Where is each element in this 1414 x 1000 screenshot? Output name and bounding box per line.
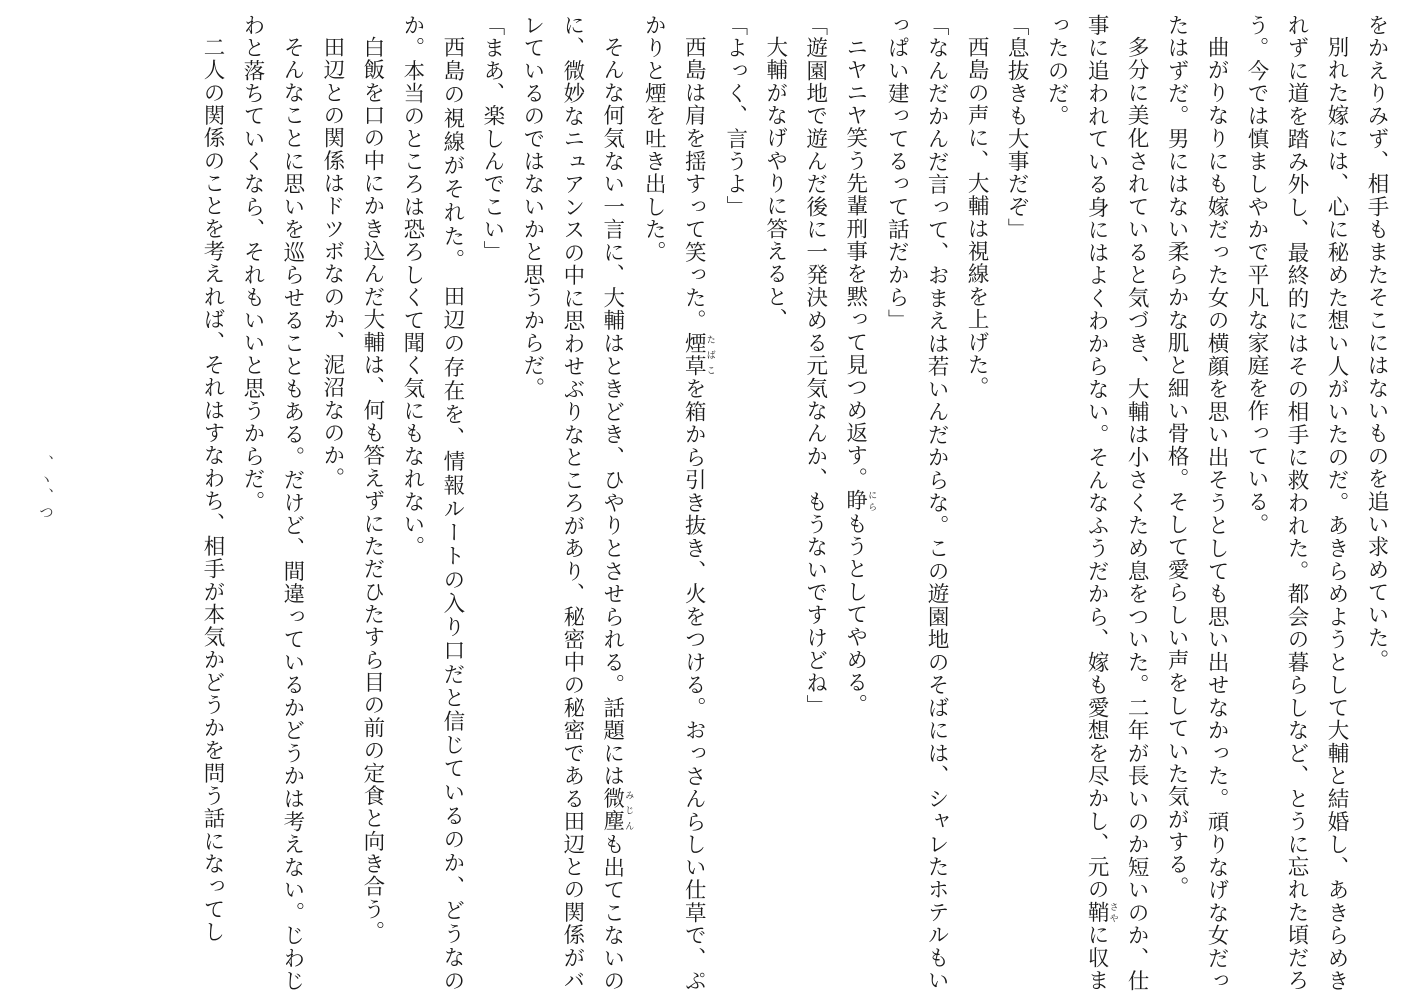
paragraph: 大輔がなげやりに答えると、 <box>762 35 788 331</box>
paragraph: 「よっく、言うよ」 <box>722 14 748 219</box>
paragraph: 「息抜きも大事だぞ」 <box>1004 14 1030 241</box>
paragraph: 白飯を口の中にかき込んだ大輔は、何も答えずにただひたすら目の前の定食と向き合う。 <box>359 35 385 943</box>
paragraph: 西島の視線がそれた。 田辺の存在を、情報ルートの入り口だと信じているのか、どうなのか。本当のところは恐ろしくて聞く気にもなれない。 <box>399 14 465 992</box>
folio-mark: 、ヽ、つ <box>37 455 55 521</box>
paragraph: 西島は肩を揺すって笑った。煙草たばこを箱から引き抜き、火をつける。おっさんらしい仕草で、ぷかりと煙を吐き出した。 <box>641 14 715 992</box>
paragraph: 「なんだかんだ言って、おまえは若いんだからな。この遊園地のそばには、シャレたホテルもいっぱい建ってるって話だから」 <box>884 14 950 992</box>
ruby-annotation: 煙草たばこ <box>681 331 715 378</box>
vertical-text-body <box>62 14 1396 992</box>
paragraph: 「まあ、楽しんでこい」 <box>479 14 505 264</box>
ruby-annotation: 睁にら <box>842 489 877 512</box>
paragraph: 二人の関係のことを考えれば、それはすなわち、相手が本気かどうかを問う話になってし <box>199 35 225 943</box>
paragraph: をかえりみず、相手もまたそこにはないものを追い求めていた。 <box>1364 14 1389 672</box>
ruby-annotation: 鞘さや <box>1084 901 1118 924</box>
paragraph: 別れた嫁には、心に秘めた想い人がいたのだ。あきらめようとして大輔と結婚し、あきらめきれずに道を踏み外し、最終的にはその相手に救われた。都会の暮らしなど、とうに忘れた頃だろう。今では慎ましやかで平凡な家庭を作っている。 <box>1244 14 1350 992</box>
paragraph: そんなことに思いを巡らせることもある。だけど、間違っているかどうかは考えない。じわじわと落ちていくなら、それもいいと思うからだ。 <box>239 14 305 992</box>
paragraph: 曲がりなりにも嫁だった女の横顔を思い出そうとしても思い出せなかった。頑りなげな女だったはずだ。男にはない柔らかな肌と細い骨格。そして愛らしい声をしていた気がする。 <box>1164 14 1230 992</box>
paragraph: 多分に美化されていると気づき、大輔は小さくため息をついた。二年が長いのか短いのか、仕事に追われている身にはよくわからない。そんなふうだから、嫁も愛想を尽かし、元の鞘さやに収まったのだ。 <box>1044 14 1150 992</box>
paragraph: ニヤニヤ笑う先輩刑事を黙って見つめ返す。睁にらもうとしてやめる。 <box>842 35 877 716</box>
paragraph: そんな何気ない一言に、大輔はときどき、ひやりとさせられる。話題には微塵みじんも出てこないのに、微妙なニュアンスの中に思わせぶりなところがあり、秘密中の秘密である田辺との関係がバレているのではないかと思うからだ。 <box>519 14 634 992</box>
paragraph: 西島の声に、大輔は視線を上げた。 <box>964 35 990 399</box>
paragraph: 田辺との関係はドツボなのか、泥沼なのか。 <box>319 35 345 490</box>
paragraph: 「遊園地で遊んだ後に一発決める元気なんか、もうないですけどね」 <box>802 14 828 718</box>
ruby-annotation: 微塵みじん <box>599 787 634 833</box>
